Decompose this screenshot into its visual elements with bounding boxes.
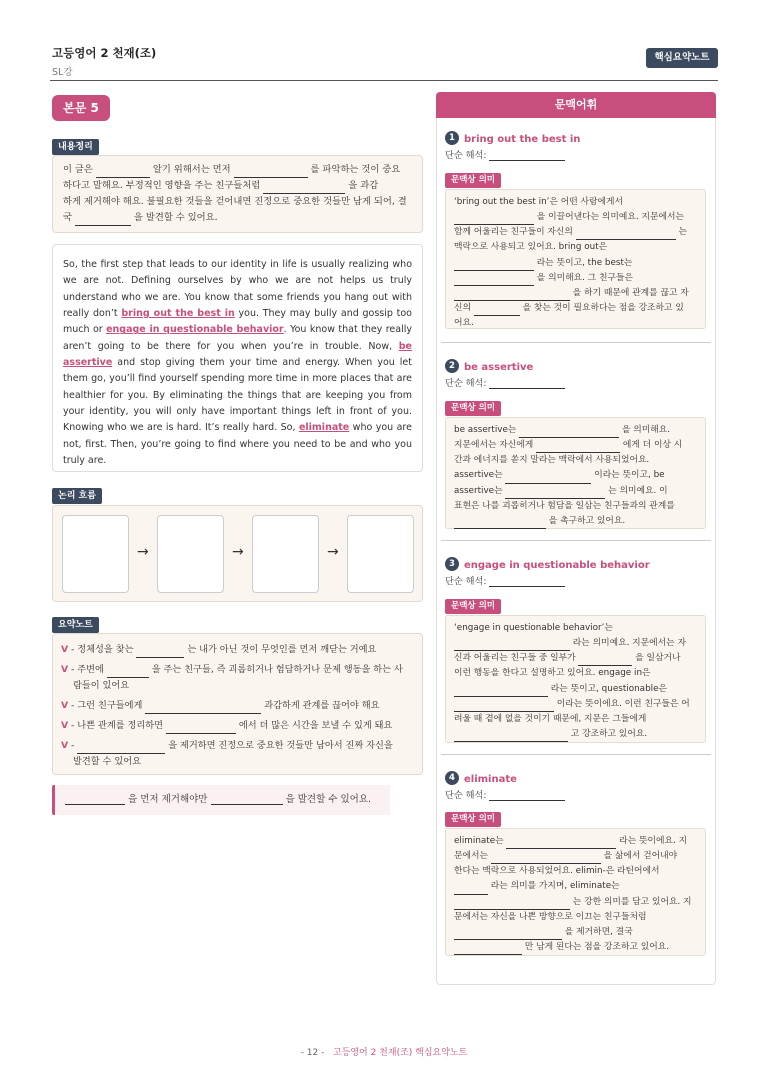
header-divider	[50, 80, 718, 81]
notes-box: V - 정체성을 찾는 는 내가 아닌 것이 무엇인를 먼저 깨닫는 거예요 V - 주변에 을 주는 친구들, 즉 괴롭히거나 험담하거나 문제 행동을 하는 사 람들이 있어요 V - 그런 친구들에게 과감하게 관계를 끊어야 해요 V - 나쁜 관계를 정리하면 에서 더 많은 시간을 보낼 수 있게 돼요 V - 을 제거하면 진정으로 중요한 것들만 남아서 진짜 자신을 발견할 수 있어요	[52, 633, 423, 775]
blank[interactable]	[234, 167, 308, 178]
notes-badge: 핵심요약노트	[646, 48, 718, 68]
divider	[441, 342, 711, 343]
footer-text: 고등영어 2 천재(조) 핵심요약노트	[332, 1048, 468, 1058]
page-number: - 12 -	[300, 1048, 325, 1058]
meaning-tag: 문맥상 의미	[445, 173, 501, 188]
vocab-item-4: 4 eliminate	[445, 767, 517, 786]
meaning-tag: 문맥상 의미	[445, 599, 501, 614]
meaning-box: ‘engage in questionable behavior’는 라는 의미예요. 지문에서는 자 신과 어울리는 친구들 중 일부가 을 일삼거나 이런 행동을 한다고 설명하고 있어요. engage in은 라는 뜻이고, questionable은 이라는 뜻이에요. 이런 친구들은 어 려울 때 곁에 없을 것이기 때문에, 지문은 그들에게 고 강조하고 있어요.	[445, 615, 706, 743]
summary-tag: 내용정리	[52, 139, 99, 155]
vocab-highlight: engage in questionable behavior	[106, 324, 284, 336]
header-title: 고등영어 2 천재(조)	[52, 46, 157, 60]
flow-cell[interactable]	[62, 515, 129, 593]
blank[interactable]	[96, 167, 150, 178]
vocab-item-2: 2 be assertive	[445, 355, 533, 374]
arrow-right-icon: →	[327, 544, 339, 560]
vocab-highlight: eliminate	[298, 422, 350, 434]
meaning-box: be assertive는 을 의미해요. 지문에서는 자신에게 에게 더 이상 시 간과 에너지를 쏟지 말라는 맥락에서 사용되었어요. assertive는 이라는 뜻이고, be assertive는 는 의미예요. 이 표현은 나를 괴롭히거나 험담을 일삼는 친구들과의 관계를 을 촉구하고 있어요.	[445, 417, 706, 529]
header-subtitle: SL강	[52, 67, 73, 78]
page-footer	[0, 1045, 768, 1058]
vocab-item-1: 1 bring out the best in	[445, 127, 580, 146]
meaning-tag: 문맥상 의미	[445, 401, 501, 416]
logic-flow	[52, 505, 423, 602]
meaning-box: eliminate는 라는 뜻이에요. 지 문에서는 을 삶에서 걷어내야 한다는 맥락으로 사용되었어요. elimin-은 라틴어에서 라는 의미를 가지며, eliminate는 는 강한 의미를 담고 있어요. 지 문에서는 자신을 나쁜 방향으로 이끄는 친구들처럼 을 제거하면, 결국 만 남게 된다는 점을 강조하고 있어요.	[445, 828, 706, 956]
flow-cell[interactable]	[157, 515, 224, 593]
flow-cell[interactable]	[252, 515, 319, 593]
section-label: 본문 5	[52, 95, 110, 121]
passage-text: So, the first step that leads to our identity in life is usually realizing who we are not. Defining ourselves by who we are not helps us truly understand who we are. You know that some friends you hang out with really don’t bring out the best in you. They may bully and gossip too much or engage in questionable behavior. You know that they really aren’t going to be there for you when you’re in trouble. Now, be assertive and stop giving them your time and energy. When you let them go, you’ll find yourself spending more time in more places that are healthier for you. By eliminating the things that are keeping you from your identity, you will only have important things left in front of you. Knowing who we are is hard. It’s really hard. So, eliminate who you are not, first. Then, you’re going to find where you need to be and who you truly are.	[52, 244, 423, 472]
divider	[441, 540, 711, 541]
meaning-tag: 문맥상 의미	[445, 812, 501, 827]
arrow-right-icon: →	[232, 544, 244, 560]
conclusion-box: 을 먼저 제거해야만 을 발견할 수 있어요.	[52, 785, 390, 815]
flow-cell[interactable]	[347, 515, 414, 593]
vocab-highlight: be assertive	[63, 340, 412, 368]
divider	[441, 754, 711, 755]
meaning-box: ‘bring out the best in’은 어떤 사람에게서 을 이끌어낸다는 의미예요. 지문에서는 함께 어울리는 친구들이 자신의 는 맥락으로 사용되고 있어요. bring out은 라는 뜻이고, the best는 을 의미해요. 그 친구들은 을 하기 때문에 관계를 끊고 자 신의 을 찾는 것이 필요하다는 점을 강조하고 있 어요.	[445, 189, 706, 329]
vocab-item-3: 3 engage in questionable behavior	[445, 553, 650, 572]
blank[interactable]	[263, 183, 345, 194]
flow-tag: 논리 흐름	[52, 488, 102, 504]
vocab-panel-title: 문맥어휘	[436, 92, 716, 118]
blank[interactable]	[75, 215, 131, 226]
notes-tag: 요약노트	[52, 617, 99, 633]
arrow-right-icon: →	[137, 544, 149, 560]
summary-box: 이 글은 알기 위해서는 먼저 를 파악하는 것이 중요 하다고 말해요. 부정적인 영향을 주는 친구들처럼 을 과감 하게 제거해야 해요. 불필요한 것들을 걷어내면 진정으로 중요한 것들만 남게 되어, 결 국 을 발견할 수 있어요.	[52, 155, 423, 233]
vocab-highlight: bring out the best in	[121, 307, 235, 319]
